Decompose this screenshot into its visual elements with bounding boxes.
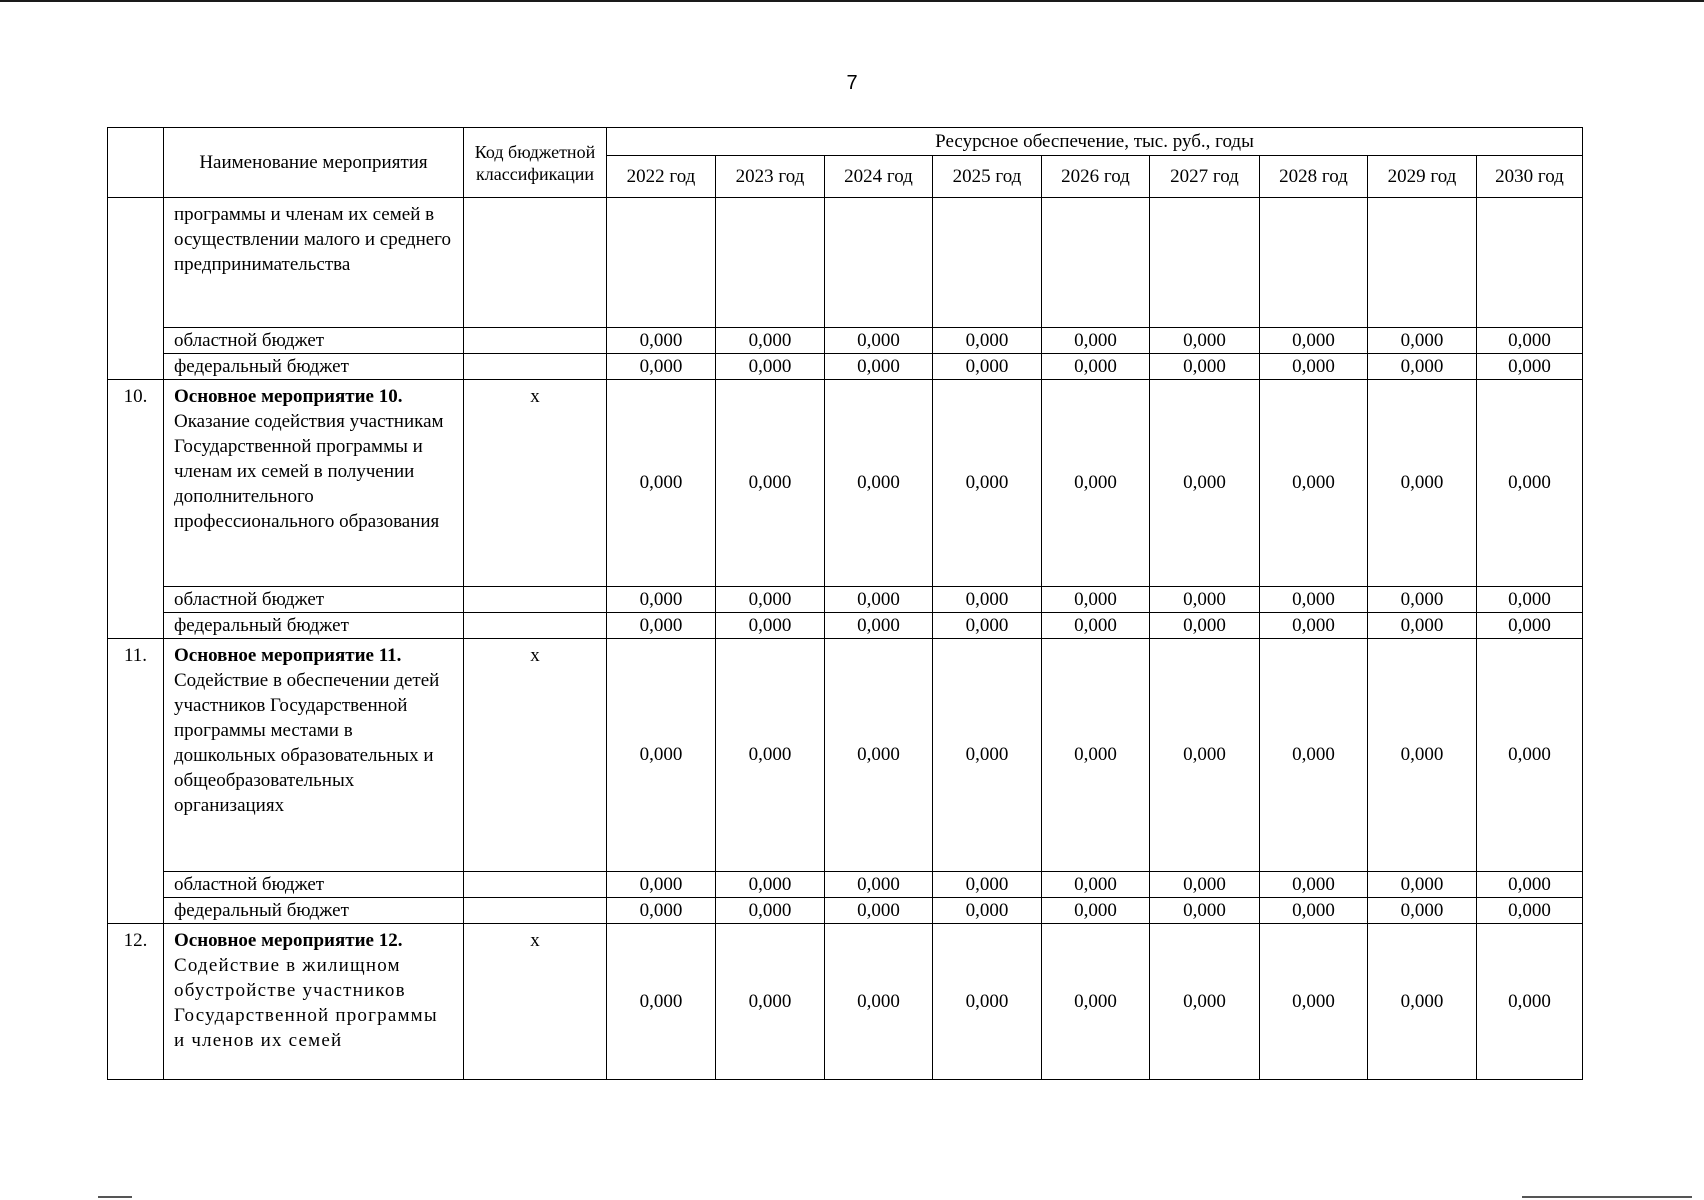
subrow-value: 0,000 (933, 872, 1042, 898)
subrow-value: 0,000 (933, 353, 1042, 379)
subrow-label: федеральный бюджет (164, 898, 464, 924)
header-resources: Ресурсное обеспечение, тыс. руб., годы (607, 128, 1583, 156)
row-description: Содействие в обеспечении детей участников Государственной программы местами в дошкольных образовательных и общеобразовательных организациях (174, 669, 440, 816)
subrow-value: 0,000 (1150, 612, 1260, 638)
row-value: 0,000 (1042, 638, 1150, 871)
row-value: 0,000 (1150, 924, 1260, 1080)
subrow-value: 0,000 (1042, 612, 1150, 638)
header-year: 2027 год (1150, 156, 1260, 198)
row-value: 0,000 (716, 924, 825, 1080)
row-value: 0,000 (1150, 638, 1260, 871)
subrow-value: 0,000 (1260, 586, 1368, 612)
subrow-value: 0,000 (933, 898, 1042, 924)
row-value: 0,000 (607, 638, 716, 871)
row-value: 0,000 (1368, 638, 1477, 871)
subrow-value: 0,000 (1477, 898, 1583, 924)
subrow-value: 0,000 (607, 586, 716, 612)
subrow-code (464, 898, 607, 924)
subrow-value: 0,000 (1260, 872, 1368, 898)
subrow-value: 0,000 (716, 898, 825, 924)
page-number: 7 (846, 72, 858, 94)
subrow-value: 0,000 (825, 898, 933, 924)
row-value: 0,000 (607, 924, 716, 1080)
subrow-value: 0,000 (825, 353, 933, 379)
row-value: 0,000 (1368, 924, 1477, 1080)
subrow-value: 0,000 (1042, 353, 1150, 379)
row-value (1368, 198, 1477, 328)
row-value: 0,000 (1477, 379, 1583, 586)
row-value: 0,000 (933, 638, 1042, 871)
header-year: 2023 год (716, 156, 825, 198)
subrow-value: 0,000 (933, 327, 1042, 353)
header-year: 2025 год (933, 156, 1042, 198)
header-year: 2026 год (1042, 156, 1150, 198)
subrow-value: 0,000 (716, 612, 825, 638)
row-name (164, 924, 464, 1080)
row-title: Основное мероприятие 11. (174, 644, 402, 666)
subrow-value: 0,000 (607, 327, 716, 353)
subrow-value: 0,000 (1477, 586, 1583, 612)
row-number: 11. (108, 638, 164, 923)
row-value: 0,000 (825, 924, 933, 1080)
subrow-value: 0,000 (716, 872, 825, 898)
row-name (164, 379, 464, 586)
row-value (607, 198, 716, 328)
subrow-value: 0,000 (607, 612, 716, 638)
scan-mark-right (1522, 1196, 1692, 1198)
header-year: 2029 год (1368, 156, 1477, 198)
subrow-value: 0,000 (1368, 612, 1477, 638)
row-value: 0,000 (1042, 379, 1150, 586)
table-subrow (108, 612, 1583, 638)
row-code: x (464, 924, 607, 1080)
subrow-value: 0,000 (1260, 353, 1368, 379)
subrow-value: 0,000 (1368, 872, 1477, 898)
row-name (164, 638, 464, 871)
row-value: 0,000 (1477, 924, 1583, 1080)
row-value: 0,000 (1150, 379, 1260, 586)
subrow-value: 0,000 (1260, 327, 1368, 353)
subrow-value: 0,000 (1150, 898, 1260, 924)
subrow-value: 0,000 (1368, 586, 1477, 612)
subrow-code (464, 612, 607, 638)
row-value (1042, 198, 1150, 328)
subrow-value: 0,000 (1477, 327, 1583, 353)
table-row (108, 198, 1583, 328)
scan-mark-left (98, 1196, 132, 1198)
row-description: программы и членам их семей в осуществлении малого и среднего предпринимательства (174, 204, 451, 275)
row-value: 0,000 (825, 379, 933, 586)
subrow-value: 0,000 (1368, 898, 1477, 924)
row-value (716, 198, 825, 328)
row-number: 12. (108, 924, 164, 1080)
subrow-value: 0,000 (1477, 612, 1583, 638)
row-value: 0,000 (1042, 924, 1150, 1080)
budget-table (107, 127, 1583, 1080)
subrow-value: 0,000 (1368, 353, 1477, 379)
subrow-value: 0,000 (1042, 898, 1150, 924)
row-value: 0,000 (607, 379, 716, 586)
subrow-value: 0,000 (825, 586, 933, 612)
subrow-value: 0,000 (607, 872, 716, 898)
row-value (825, 198, 933, 328)
subrow-value: 0,000 (1150, 353, 1260, 379)
row-code (464, 198, 607, 328)
page-top-edge (0, 0, 1704, 2)
subrow-code (464, 872, 607, 898)
subrow-value: 0,000 (716, 586, 825, 612)
row-value (1150, 198, 1260, 328)
table-subrow (108, 872, 1583, 898)
table-subrow (108, 586, 1583, 612)
row-description: Содействие в жилищном обустройстве участников Государственной программы и членов их семей (174, 955, 438, 1052)
subrow-value: 0,000 (933, 586, 1042, 612)
row-value: 0,000 (1477, 638, 1583, 871)
table-subrow (108, 898, 1583, 924)
row-value (933, 198, 1042, 328)
header-code: Код бюджетной классификации (464, 128, 607, 198)
row-title: Основное мероприятие 12. (174, 930, 403, 952)
header-name: Наименование мероприятия (164, 128, 464, 198)
subrow-value: 0,000 (1150, 872, 1260, 898)
row-value (1477, 198, 1583, 328)
subrow-code (464, 353, 607, 379)
subrow-value: 0,000 (1477, 872, 1583, 898)
subrow-label: областной бюджет (164, 586, 464, 612)
row-value: 0,000 (1260, 638, 1368, 871)
row-number: 10. (108, 379, 164, 638)
subrow-value: 0,000 (1260, 898, 1368, 924)
header-num (108, 128, 164, 198)
row-value: 0,000 (716, 638, 825, 871)
subrow-label: федеральный бюджет (164, 612, 464, 638)
row-value: 0,000 (1260, 924, 1368, 1080)
row-value (1260, 198, 1368, 328)
subrow-value: 0,000 (825, 327, 933, 353)
row-description: Оказание содействия участникам Государственной программы и членам их семей в получении дополнительного профессионального образования (174, 410, 444, 532)
subrow-value: 0,000 (607, 353, 716, 379)
row-value: 0,000 (933, 379, 1042, 586)
subrow-label: областной бюджет (164, 872, 464, 898)
subrow-label: федеральный бюджет (164, 353, 464, 379)
subrow-value: 0,000 (825, 612, 933, 638)
subrow-value: 0,000 (1260, 612, 1368, 638)
subrow-value: 0,000 (607, 898, 716, 924)
row-value: 0,000 (716, 379, 825, 586)
row-value: 0,000 (1368, 379, 1477, 586)
table-subrow (108, 327, 1583, 353)
table-row (108, 379, 1583, 586)
subrow-value: 0,000 (825, 872, 933, 898)
subrow-value: 0,000 (1150, 586, 1260, 612)
table-subrow (108, 353, 1583, 379)
table-header (108, 128, 1583, 198)
subrow-value: 0,000 (1042, 586, 1150, 612)
header-year: 2022 год (607, 156, 716, 198)
subrow-value: 0,000 (1042, 327, 1150, 353)
header-year: 2024 год (825, 156, 933, 198)
table-row (108, 924, 1583, 1080)
subrow-value: 0,000 (1368, 327, 1477, 353)
header-year: 2030 год (1477, 156, 1583, 198)
subrow-label: областной бюджет (164, 327, 464, 353)
subrow-code (464, 586, 607, 612)
row-name (164, 198, 464, 328)
subrow-value: 0,000 (716, 327, 825, 353)
row-value: 0,000 (1260, 379, 1368, 586)
subrow-value: 0,000 (1477, 353, 1583, 379)
row-title: Основное мероприятие 10. (174, 385, 403, 407)
table-body (108, 198, 1583, 1080)
table-row (108, 638, 1583, 871)
subrow-value: 0,000 (716, 353, 825, 379)
subrow-value: 0,000 (1150, 327, 1260, 353)
subrow-code (464, 327, 607, 353)
subrow-value: 0,000 (1042, 872, 1150, 898)
row-number (108, 198, 164, 380)
row-value: 0,000 (825, 638, 933, 871)
header-year: 2028 год (1260, 156, 1368, 198)
row-code: x (464, 638, 607, 871)
row-code: x (464, 379, 607, 586)
row-value: 0,000 (933, 924, 1042, 1080)
subrow-value: 0,000 (933, 612, 1042, 638)
